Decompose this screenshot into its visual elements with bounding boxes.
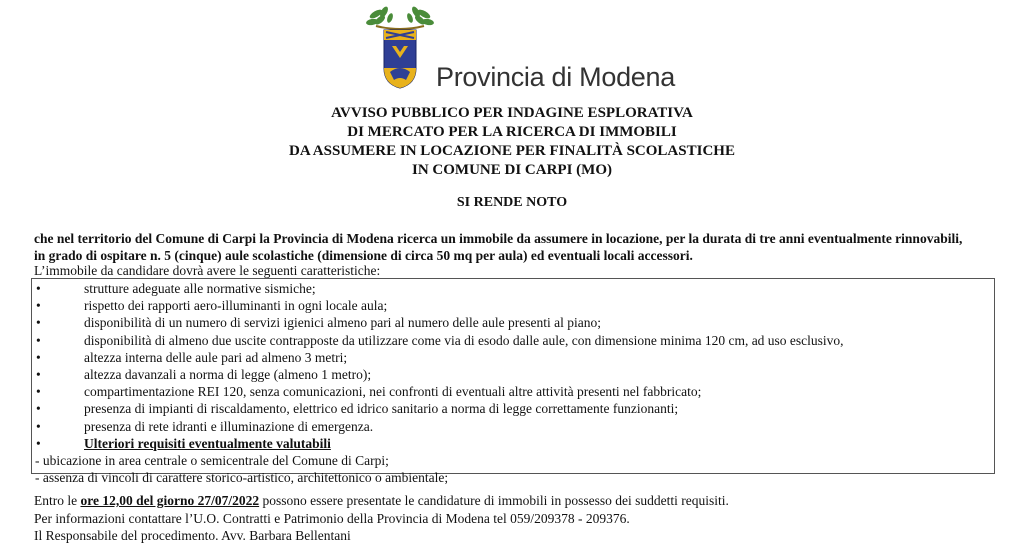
requirement-text: disponibilità di un numero di servizi igienici almeno pari al numero delle aule presenti al piano; — [84, 315, 601, 331]
deadline-suffix: possono essere presentate le candidature di immobili in possesso dei suddetti requisiti. — [259, 493, 729, 508]
bullet: • — [36, 384, 41, 400]
org-name: Provincia di Modena — [436, 62, 675, 92]
bullet: • — [36, 298, 41, 314]
requirements-box — [31, 278, 995, 486]
intro-line: in grado di ospitare n. 5 (cinque) aule scolastiche (dimensione di circa 50 mq per aula) ed eventuali locali accessori. — [34, 248, 693, 263]
title-line: IN COMUNE DI CARPI (MO) — [412, 162, 612, 178]
coat-of-arms-icon — [366, 6, 434, 90]
requirement-text: rispetto dei rapporti aero-illuminanti in ogni locale aula; — [84, 298, 388, 314]
title-line: DA ASSUMERE IN LOCAZIONE PER FINALITÀ SCOLASTICHE — [289, 143, 735, 159]
requirement-item — [34, 418, 994, 435]
rende-noto-heading: SI RENDE NOTO — [456, 195, 568, 210]
additional-heading-text: Ulteriori requisiti eventualmente valutabili — [84, 435, 331, 451]
requirements-label: L’immobile da candidare dovrà avere le seguenti caratteristiche: — [34, 263, 381, 278]
requirement-text: disponibilità di almeno due uscite contrapposte da utilizzare come via di esodo dalle aule, con dimensione minima 120 cm, ad uso esclusivo, — [84, 332, 844, 348]
requirement-item — [34, 383, 994, 400]
notice-title — [0, 104, 1024, 180]
bullet: • — [36, 332, 41, 348]
bullet: • — [36, 349, 41, 365]
requirement-item — [34, 280, 994, 297]
title-line: DI MERCATO PER LA RICERCA DI IMMOBILI — [347, 124, 677, 140]
requirement-text: presenza di impianti di riscaldamento, elettrico ed idrico sanitario a norma di legge correttamente funzionanti; — [84, 401, 679, 417]
requirement-item — [34, 314, 994, 331]
bullet: • — [36, 418, 41, 434]
requirement-text: altezza davanzali a norma di legge (almeno 1 metro); — [84, 366, 372, 382]
contact-info: Per informazioni contattare l’U.O. Contratti e Patrimonio della Provincia di Modena tel 059/209378 - 209376. — [34, 510, 630, 526]
bullet: • — [36, 401, 41, 417]
requirement-text: altezza interna delle aule pari ad almeno 3 metri; — [84, 349, 348, 365]
bullet: • — [36, 435, 41, 451]
deadline-date: ore 12,00 del giorno 27/07/2022 — [80, 493, 260, 508]
requirement-item — [34, 349, 994, 366]
deadline-prefix: Entro le — [34, 493, 81, 508]
deadline-line — [34, 492, 729, 510]
requirement-text: presenza di rete idranti e illuminazione di emergenza. — [84, 418, 374, 434]
additional-item: - assenza di vincoli di carattere storico-artistico, architettonico o ambientale; — [35, 470, 449, 486]
bullet: • — [36, 366, 41, 382]
requirement-text: compartimentazione REI 120, senza comunicazioni, nei confronti di eventuali altre attività presenti nel fabbricato; — [84, 384, 702, 400]
additional-item: - ubicazione in area centrale o semicentrale del Comune di Carpi; — [35, 452, 389, 468]
requirement-item — [34, 366, 994, 383]
title-line: AVVISO PUBBLICO PER INDAGINE ESPLORATIVA — [331, 105, 693, 121]
requirement-text: strutture adeguate alle normative sismiche; — [84, 281, 316, 296]
bullet: • — [36, 315, 41, 331]
requirement-item — [34, 332, 994, 349]
header-logo — [362, 6, 675, 94]
intro-paragraph — [34, 230, 994, 264]
responsible-person: Il Responsabile del procedimento. Avv. Barbara Bellentani — [34, 528, 351, 543]
intro-line: che nel territorio del Comune di Carpi la Provincia di Modena ricerca un immobile da assumere in locazione, per la durata di tre anni eventualmente rinnovabili, — [34, 231, 963, 246]
additional-requirements-heading — [34, 435, 994, 452]
requirement-item — [34, 400, 994, 417]
bullet: • — [36, 281, 41, 296]
requirement-item — [34, 297, 994, 314]
footer — [34, 492, 729, 545]
